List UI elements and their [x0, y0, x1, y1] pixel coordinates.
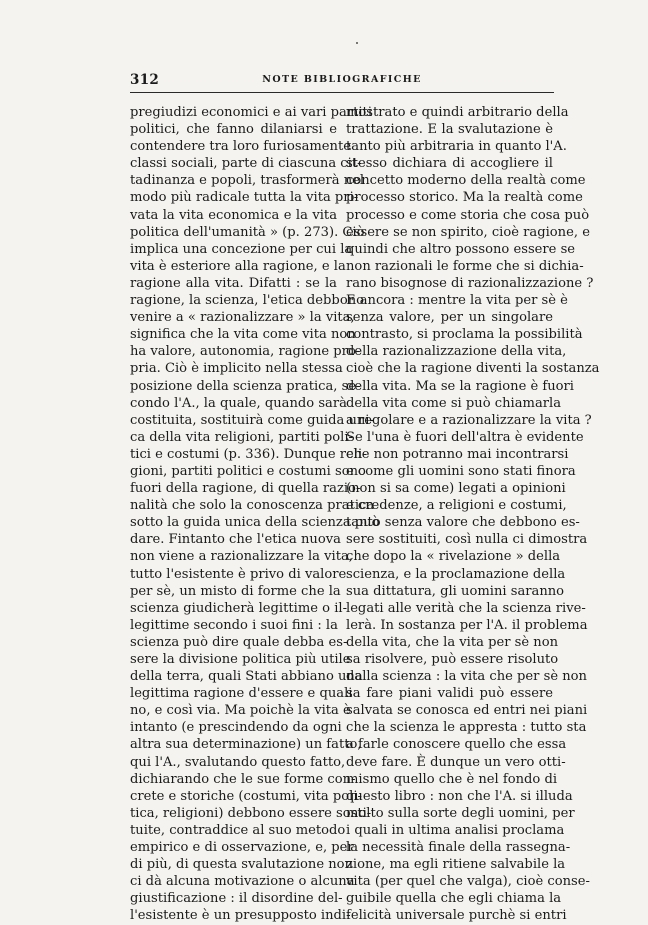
text-line: rano bisognose di razionalizzazione ?	[346, 275, 594, 291]
text-line: zione, ma egli ritiene salvabile la	[346, 857, 566, 873]
text-line: che non potranno mai incontrarsi	[346, 446, 569, 462]
text-line: quindi che altro possono essere se	[346, 241, 576, 257]
text-line: della vita. Ma se la ragione è fuori	[346, 378, 574, 394]
text-line: salvata se conosca ed entri nei piani	[346, 703, 588, 719]
text-line: trattazione. E la svalutazione è	[346, 122, 553, 138]
text-line: essere se non spirito, cioè ragione, e	[346, 224, 590, 240]
text-line: scienza, e la proclamazione della	[346, 566, 566, 582]
left-column	[130, 104, 380, 925]
running-title: NOTE BIBLIOGRAFICHE	[262, 74, 422, 85]
header-rule	[130, 92, 554, 93]
text-line: sua dittatura, gli uomini saranno	[346, 583, 565, 599]
text-line: che dopo la « rivelazione » della	[346, 549, 561, 565]
text-line: questo libro : non che l'A. si illuda	[346, 788, 573, 804]
text-line: no, e così via. Ma poichè la vita è	[130, 703, 351, 719]
text-line: tutto l'esistente è privo di valore	[130, 566, 347, 582]
text-line: felicità universale purchè si entri	[346, 908, 567, 924]
text-line: classi sociali, parte di ciascuna cit-	[130, 156, 362, 172]
text-line: guibile quella che egli chiama la	[346, 891, 562, 907]
text-line: stesso dichiara di accogliere il	[346, 156, 553, 172]
text-line: cioè che la ragione diventi la sostanza	[346, 361, 600, 377]
text-line: giustificazione : il disordine del-	[130, 891, 343, 907]
text-line: vata la vita economica e la vita	[130, 207, 337, 223]
page-header	[130, 72, 554, 90]
text-line: mismo quello che è nel fondo di	[346, 771, 558, 787]
text-line: ca della vita religioni, partiti poli-	[130, 429, 353, 445]
text-line: della vita, che la vita per sè non	[346, 634, 559, 650]
text-line: sere la divisione politica più utile	[130, 652, 351, 667]
text-line: (non si sa come) legati a opinioni	[346, 481, 566, 497]
text-line: dichiarando che le sue forme con-	[130, 771, 356, 787]
text-line: sa risolvere, può essere risoluto	[346, 652, 559, 667]
text-line: deve fare. È dunque un vero otti-	[346, 754, 566, 770]
text-line: legittima ragione d'essere e quali	[130, 686, 353, 702]
text-line: scienza può dire quale debba es-	[130, 634, 348, 650]
page-number: 312	[130, 72, 160, 88]
text-line: sere sostituiti, così nulla ci dimostra	[346, 532, 588, 548]
text-line: sa fare piani validi può essere	[346, 686, 553, 702]
text-line: qui l'A., svalutando questo fatto,	[130, 754, 346, 770]
text-line: di più, di questa svalutazione non	[130, 857, 353, 873]
text-line: ha valore, autonomia, ragione pro-	[130, 344, 361, 360]
text-line: empirico e di osservazione, e, per	[130, 840, 354, 856]
text-line: che la scienza le appresta : tutto sta	[346, 720, 587, 736]
text-line: Se l'una è fuori dell'altra è evidente	[346, 429, 584, 445]
text-line: sotto la guida unica della scienza può	[130, 515, 380, 531]
text-line: vita è esteriore alla ragione, e la	[130, 258, 346, 274]
text-line: implica una concezione per cui la	[130, 241, 353, 257]
text-line: la necessità finale della rassegna-	[346, 840, 571, 856]
text-line: pregiudizi economici e ai vari partiti	[130, 105, 373, 120]
text-line: ci dà alcuna motivazione o alcuna	[130, 874, 355, 890]
text-line: politici, che fanno dilaniarsi e	[130, 122, 337, 138]
text-line: tica, religioni) debbono essere sosti-	[130, 805, 372, 821]
text-line: lerà. In sostanza per l'A. il problema	[346, 617, 588, 633]
text-line: contrasto, si proclama la possibilità	[346, 327, 583, 343]
text-line: molto sulla sorte degli uomini, per	[346, 805, 575, 821]
text-line: posizione della scienza pratica, se-	[130, 378, 361, 394]
text-line: fuori della ragione, di quella razio-	[130, 481, 361, 497]
text-line: concetto moderno della realtà come	[346, 173, 586, 189]
text-line: non razionali le forme che si dichia-	[346, 258, 584, 274]
text-line: modo più radicale tutta la vita pri-	[130, 190, 359, 206]
text-line: gioni, partiti politici e costumi sono	[130, 463, 366, 479]
text-line: processo storico. Ma la realtà come	[346, 190, 583, 206]
text-line: nalità che solo la conoscenza pratica	[130, 498, 375, 514]
text-line: mostrato e quindi arbitrario della	[346, 105, 569, 120]
text-line: legittime secondo i suoi fini : la	[130, 617, 338, 633]
text-line: ragione, la scienza, l'etica debbono	[130, 293, 365, 309]
text-line: pria. Ciò è implicito nella stessa	[130, 361, 343, 377]
text-line: crete e storiche (costumi, vita poli-	[130, 788, 362, 804]
text-line: l'esistente è un presupposto indi-	[130, 908, 351, 924]
text-line: condo l'A., la quale, quando sarà	[130, 395, 347, 411]
text-line: tici e costumi (p. 336). Dunque reli-	[130, 446, 367, 462]
text-line: tuite, contraddice al suo metodo	[130, 822, 346, 838]
text-line: politica dell'umanità » (p. 273). Ciò	[130, 224, 365, 240]
text-line: i quali in ultima analisi proclama	[346, 822, 565, 838]
text-line: per sè, un misto di forme che la	[130, 583, 341, 599]
text-line: intanto (e prescindendo da ogni	[130, 720, 342, 736]
text-line: significa che la vita come vita non	[130, 327, 356, 343]
text-line: della terra, quali Stati abbiano una	[130, 669, 363, 685]
text-line: costituita, sostituirà come guida uni-	[130, 412, 374, 428]
text-line: contendere tra loro furiosamente	[130, 139, 352, 155]
text-line: tanto più arbitraria in quanto l'A.	[346, 139, 567, 155]
text-line: e credenze, a religioni e costumi,	[346, 498, 567, 514]
text-line: dare. Fintanto che l'etica nuova	[130, 532, 341, 548]
text-line: scienza giudicherà legittime o il-	[130, 600, 347, 616]
text-line: tanto senza valore che debbono es-	[346, 515, 580, 531]
text-line: a farle conoscere quello che essa	[346, 737, 567, 753]
text-line: legati alle verità che la scienza rive-	[346, 600, 586, 616]
text-line: non viene a razionalizzare la vita,	[130, 549, 353, 565]
text-line: E ancora : mentre la vita per sè è	[346, 293, 568, 309]
text-line: a regolare e a razionalizzare la vita ?	[346, 412, 592, 428]
text-line: dalla scienza : la vita che per sè non	[346, 669, 587, 685]
page-speck	[356, 42, 358, 44]
text-line: della razionalizzazione della vita,	[346, 344, 567, 360]
text-line: tadinanza e popoli, trasformerà nel	[130, 173, 365, 189]
text-line: altra sua determinazione) un fatto,	[130, 737, 362, 753]
text-line: della vita come si può chiamarla	[346, 395, 561, 411]
text-line: ragione alla vita. Difatti : se la	[130, 275, 337, 291]
text-line: venire a « razionalizzare » la vita,	[130, 310, 355, 326]
right-column	[346, 104, 600, 925]
text-line: vita (per quel che valga), cioè conse-	[346, 874, 590, 890]
text-line: e come gli uomini sono stati finora	[346, 463, 576, 479]
text-line: senza valore, per un singolare	[346, 310, 553, 326]
text-line: processo e come storia che cosa può	[346, 207, 590, 223]
